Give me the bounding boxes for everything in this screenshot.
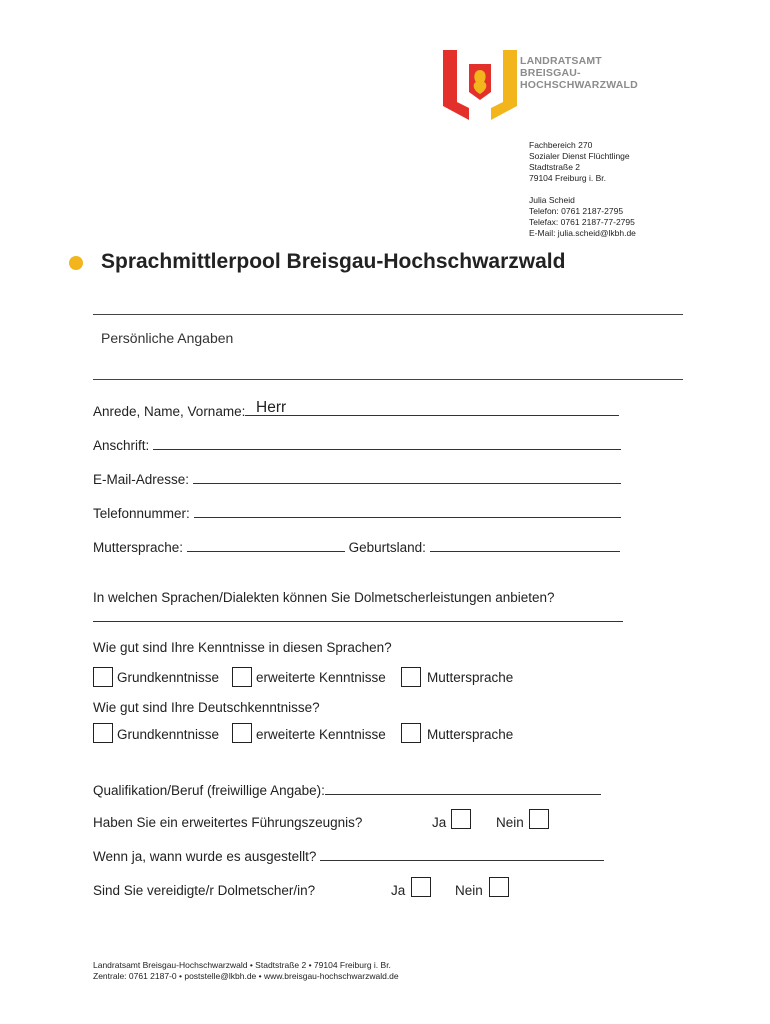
geburtsland-input-line[interactable] [430, 539, 620, 552]
contact-city: 79104 Freiburg i. Br. [529, 173, 607, 183]
anschrift-label: Anschrift: [93, 438, 150, 453]
qualifikation-label: Qualifikation/Beruf (freiwillige Angabe): [93, 783, 325, 798]
section-title: Persönliche Angaben [101, 330, 234, 346]
geburtsland-label: Geburtsland: [348, 540, 426, 555]
wann-label: Wenn ja, wann wurde es ausgestellt? [93, 849, 317, 864]
question-sprachen: In welchen Sprachen/Dialekten können Sie Dolmetscherleistungen anbieten? [93, 590, 555, 605]
page-title: Sprachmittlerpool Breisgau-Hochschwarzwald [101, 250, 566, 273]
vereidigt-nein-label: Nein [455, 883, 483, 898]
checkbox-deutsch-muttersprache[interactable] [401, 723, 421, 743]
contact-service: Sozialer Dienst Flüchtlinge [529, 151, 630, 161]
anrede-field[interactable] [93, 403, 619, 419]
muttersprache-input-line[interactable] [187, 539, 345, 552]
logo-text-2: BREISGAU- [520, 67, 581, 79]
checkbox-deutsch-grundkenntnisse[interactable] [93, 723, 113, 743]
contact-street: Stadtstraße 2 [529, 162, 581, 172]
qualifikation-field[interactable] [93, 782, 601, 798]
question-vereidigt: Sind Sie vereidigte/r Dolmetscher/in? [93, 883, 316, 898]
checkbox-muttersprache[interactable] [401, 667, 421, 687]
question-kenntnisse: Wie gut sind Ihre Kenntnisse in diesen Sprachen? [93, 640, 392, 655]
wann-field[interactable] [93, 848, 604, 864]
anschrift-field[interactable] [93, 437, 621, 453]
checkbox-deutsch-erweitert[interactable] [232, 723, 252, 743]
checkbox-fuehrung-ja[interactable] [451, 809, 471, 829]
checkbox-erweiterte-kenntnisse[interactable] [232, 667, 252, 687]
telefon-input-line[interactable] [194, 505, 621, 518]
checkbox-fuehrung-nein[interactable] [529, 809, 549, 829]
sprachen-input-line[interactable] [93, 607, 623, 622]
footer-address: Landratsamt Breisgau-Hochschwarzwald • Stadtstraße 2 • 79104 Freiburg i. Br. [93, 960, 391, 970]
grundkenntnisse-label: Grundkenntnisse [117, 670, 220, 685]
question-deutsch: Wie gut sind Ihre Deutschkenntnisse? [93, 700, 320, 715]
anrede-value: Herr [256, 399, 287, 416]
erweiterte-kenntnisse-label: erweiterte Kenntnisse [256, 670, 386, 685]
contact-phone: Telefon: 0761 2187-2795 [529, 206, 624, 216]
title-bullet-icon [69, 256, 83, 270]
vereidigt-ja-label: Ja [391, 883, 406, 898]
deutsch-grundkenntnisse-label: Grundkenntnisse [117, 727, 220, 742]
fuehrung-ja-label: Ja [432, 815, 447, 830]
logo-text-1: LANDRATSAMT [520, 55, 602, 67]
deutsch-erweitert-label: erweiterte Kenntnisse [256, 727, 386, 742]
email-label: E-Mail-Adresse: [93, 472, 190, 487]
email-field[interactable] [93, 471, 621, 487]
anrede-label: Anrede, Name, Vorname: [93, 404, 246, 419]
telefon-field[interactable] [93, 505, 621, 521]
wann-input-line[interactable] [320, 848, 604, 861]
telefon-label: Telefonnummer: [93, 506, 190, 521]
muttersprache-option-label: Muttersprache [427, 670, 514, 685]
checkbox-grundkenntnisse[interactable] [93, 667, 113, 687]
contact-person: Julia Scheid [529, 195, 575, 205]
fuehrung-nein-label: Nein [496, 815, 524, 830]
checkbox-vereidigt-nein[interactable] [489, 877, 509, 897]
checkbox-vereidigt-ja[interactable] [411, 877, 431, 897]
logo-text-3: HOCHSCHWARZWALD [520, 79, 638, 91]
divider [93, 314, 683, 315]
footer-contact: Zentrale: 0761 2187-0 • poststelle@lkbh.de • www.breisgau-hochschwarzwald.de [93, 971, 399, 981]
deutsch-muttersprache-label: Muttersprache [427, 727, 514, 742]
question-fuehrung: Haben Sie ein erweitertes Führungszeugnis? [93, 815, 363, 830]
muttersprache-label: Muttersprache: [93, 540, 184, 555]
contact-email: E-Mail: julia.scheid@lkbh.de [529, 228, 636, 238]
divider [93, 379, 683, 380]
contact-fax: Telefax: 0761 2187-77-2795 [529, 217, 635, 227]
qualifikation-input-line[interactable] [325, 782, 601, 795]
email-input-line[interactable] [193, 471, 621, 484]
contact-department: Fachbereich 270 [529, 140, 593, 150]
anschrift-input-line[interactable] [153, 437, 621, 450]
anrede-input-line[interactable] [245, 403, 619, 416]
sprache-land-field[interactable] [93, 539, 620, 555]
